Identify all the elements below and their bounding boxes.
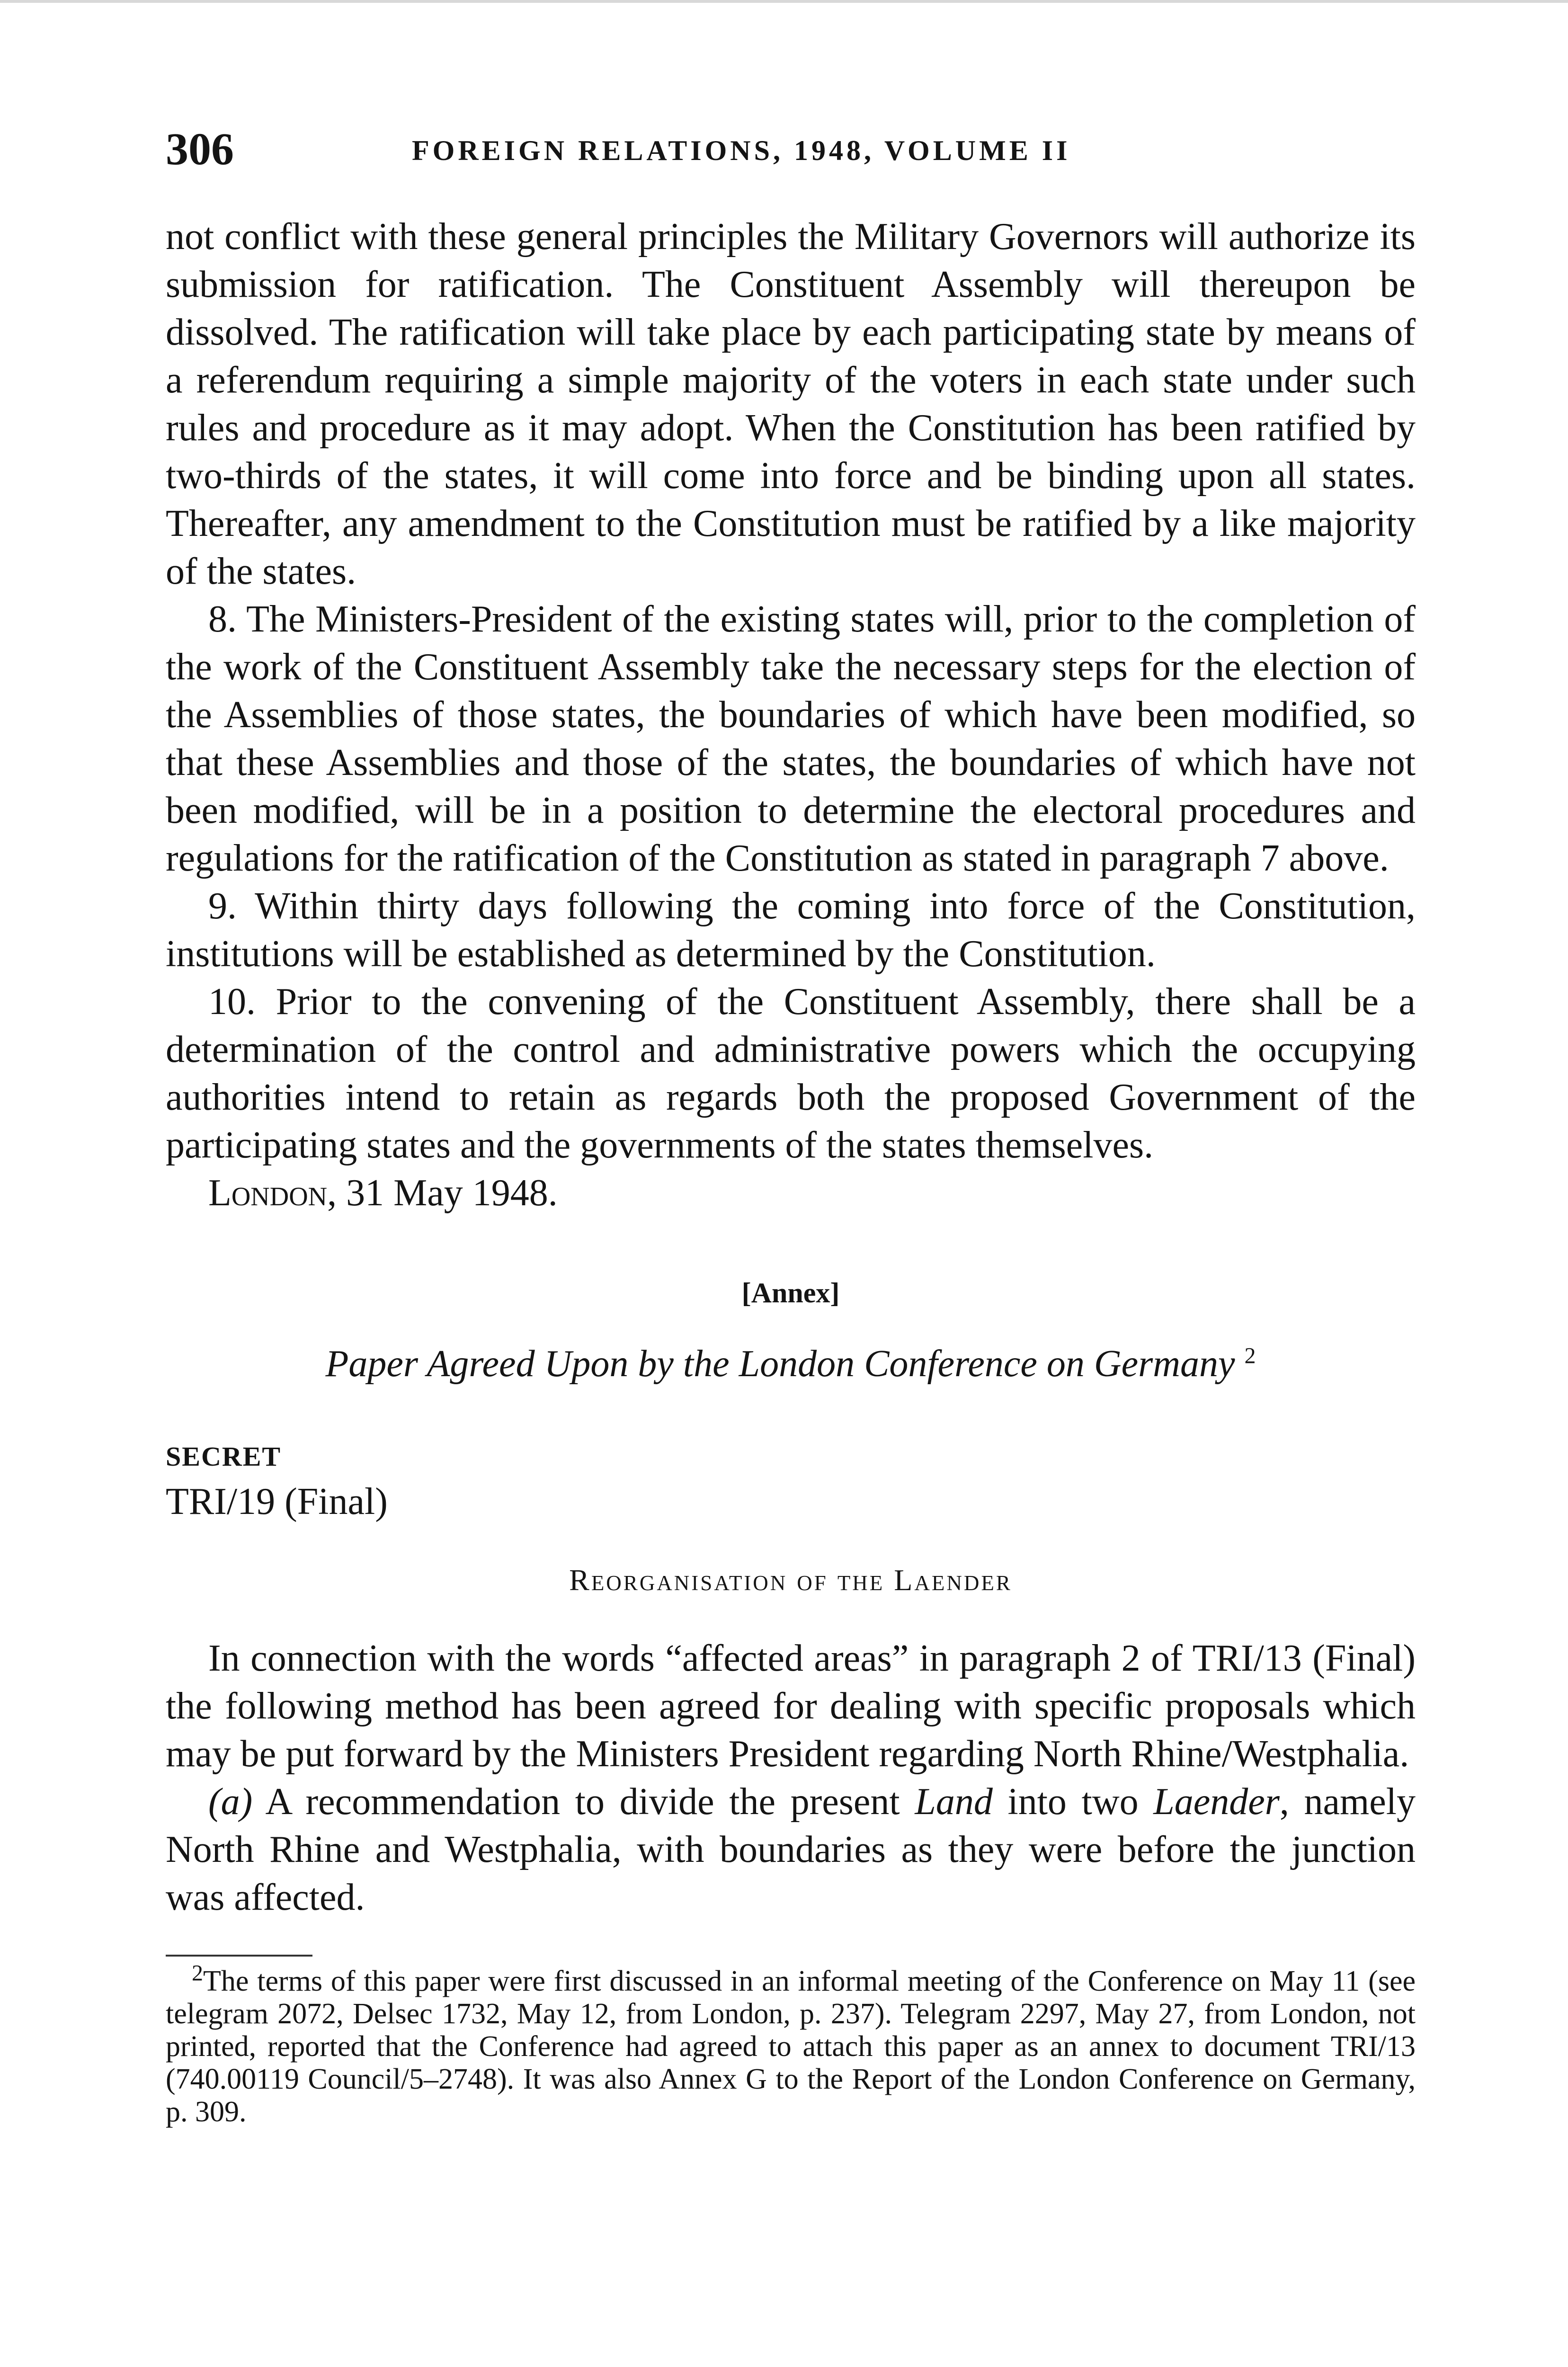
document-id: TRI/19 (Final) [166, 1481, 388, 1522]
dateline [166, 1169, 1416, 1217]
paragraph-intro: In connection with the words “affected areas” in paragraph 2 of TRI/13 (Final) the following method has been agreed for dealing with specific proposals which may be put forward by the Ministers President regarding North Rhine/Westphalia. [166, 1637, 1416, 1775]
dateline-date: , 31 May 1948. [327, 1172, 558, 1214]
annex-title [166, 1340, 1416, 1388]
annex-label: [Annex] [741, 1277, 840, 1308]
para-a-part1: A recommendation to divide the present [252, 1781, 915, 1823]
section-heading: Reorganisation of the Laender [569, 1563, 1012, 1597]
para-a-part3: , namely North Rhine and Westphalia, with boundaries as they were before the junction was affected. [166, 1781, 1416, 1918]
paragraph-continuation: not conflict with these general principles the Military Governors will authorize its submission for ratification. The Constituent Assembly will thereupon be dissolved. The ratification will take place by each participating state by means of a referendum requiring a simple majority of the voters in each state under such rules and procedure as it may adopt. When the Constitution has been ratified by two-thirds of the states, it will come into force and be binding upon all states. Thereafter, any amendment to the Constitution must be ratified by a like majority of the states. [166, 216, 1416, 592]
para-a-part2: into two [992, 1781, 1154, 1823]
paragraph-9: 9. Within thirty days following the coming into force of the Constitution, institutions will be established as determined by the Constitution. [166, 885, 1416, 975]
paragraph-10: 10. Prior to the convening of the Constituent Assembly, there shall be a determination of the control and administrative powers which the occupying authorities intend to retain as regards both the proposed Government of the participating states and the governments of the states themselves. [166, 981, 1416, 1166]
document-body [166, 213, 1416, 2128]
footnote [166, 1960, 1416, 2128]
running-header [166, 121, 1416, 178]
top-edge-rule [0, 0, 1568, 3]
classification-marking: SECRET [166, 1441, 282, 1472]
footnote-marker: 2 [192, 1960, 203, 1986]
para-a-land: Land [915, 1781, 993, 1823]
footnote-reference: 2 [1244, 1343, 1256, 1369]
page-number: 306 [166, 124, 234, 174]
footnote-divider [166, 1955, 312, 1957]
paragraph-a [166, 1778, 1416, 1922]
annex-title-text: Paper Agreed Upon by the London Conference on Germany [325, 1343, 1235, 1385]
running-title: FOREIGN RELATIONS, 1948, VOLUME II [412, 135, 1071, 166]
dateline-place: London [208, 1172, 328, 1214]
para-a-label: (a) [208, 1781, 253, 1823]
para-a-laender: Laender [1153, 1781, 1280, 1823]
paragraph-8: 8. The Ministers-President of the existing states will, prior to the completion of the work of the Constituent Assembly take the necessary steps for the election of the Assemblies of those states, the boundaries of which have been modified, so that these Assemblies and those of the states, the boundaries of which have not been modified, will be in a position to determine the electoral procedures and regulations for the ratification of the Constitution as stated in paragraph 7 above. [166, 598, 1416, 879]
footnote-text: The terms of this paper were first discussed in an informal meeting of the Conference on May 11 (see telegram 2072, Delsec 1732, May 12, from London, p. 237). Telegram 2297, May 27, from London, not printed, reported that the Conference had agreed to attach this paper as an annex to document TRI/13 (740.00119 Council/5–2748). It was also Annex G to the Report of the London Conference on Germany, p. 309. [166, 1965, 1416, 2128]
annex-body [166, 1635, 1416, 1922]
